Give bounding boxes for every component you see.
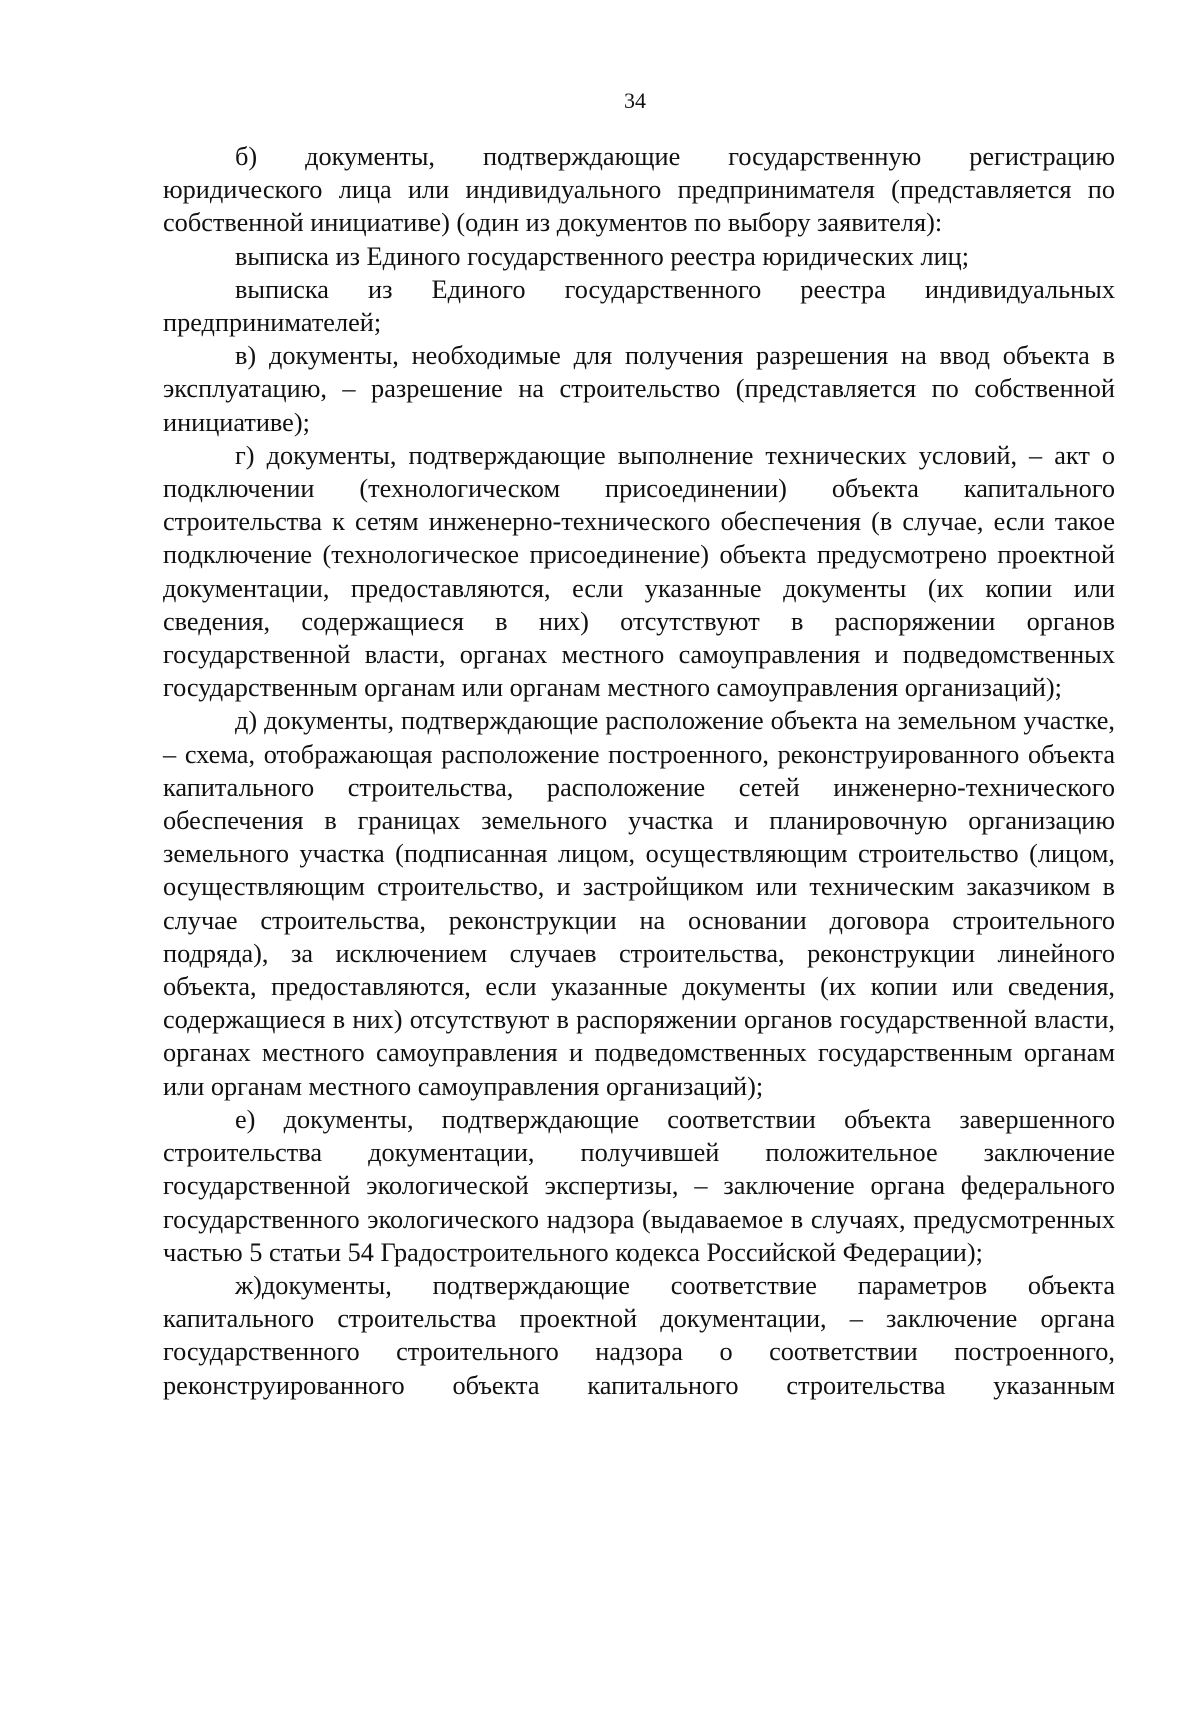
paragraph-e-ecological-expertise: е) документы, подтверждающие соответствии объекта завершенного строительства документации, получившей положительное заключение государственной экологической экспертизы, – заключение органа федерального государственного экологического надзора (выдаваемое в случаях, предусмотренных частью 5 статьи 54 Градостроительного кодекса Российской Федерации);	[163, 1104, 1115, 1267]
paragraph-b-registration-documents: б) документы, подтверждающие государственную регистрацию юридического лица или индивидуального предпринимателя (представляется по собственной инициативе) (один из документов по выбору заявителя):	[163, 142, 1115, 238]
paragraph-entrepreneurs-extract-continued: предпринимателей;	[163, 308, 382, 338]
paragraph-d-land-plot-scheme: д) документы, подтверждающие расположение объекта на земельном участке, – схема, отображающая расположение построенного, реконструированного объекта капитального строительства, расположение сетей инженерно-технического обеспечения в границах земельного участка и планировочную организацию земельного участка (подписанная лицом, осуществляющим строительство (лицом, осуществляющим строительство, и застройщиком или техническим заказчиком в случае строительства, реконструкции на основании договора строительного подряда), за исключением случаев строительства, реконструкции линейного объекта, предоставляются, если указанные документы (их копии или сведения, содержащиеся в них) отсутствуют в распоряжении органов государственной власти, органах местного самоуправления и подведомственных государственным органам или органам местного самоуправления организаций);	[163, 706, 1115, 1101]
page-number: 34	[624, 88, 646, 113]
paragraph-v-construction-permit: в) документы, необходимые для получения разрешения на ввод объекта в эксплуатацию, – разрешение на строительство (представляется по собственной инициативе);	[163, 341, 1115, 437]
paragraph-legal-entities-extract: выписка из Единого государственного реестра юридических лиц;	[235, 241, 970, 271]
document-body	[163, 140, 1115, 1402]
paragraph-entrepreneurs-extract: выписка из Единого государственного реестра индивидуальных	[235, 274, 1115, 304]
paragraph-zh-design-compliance: ж)документы, подтверждающие соответствие параметров объекта капитального строительства проектной документации, – заключение органа государственного строительного надзора о соответствии построенного, реконструированного объекта капитального строительства указанным	[163, 1270, 1115, 1400]
paragraph-g-technical-conditions: г) документы, подтверждающие выполнение технических условий, – акт о подключении (технологическом присоединении) объекта капитального строительства к сетям инженерно-технического обеспечения (в случае, если такое подключение (технологическое присоединение) объекта предусмотрено проектной документации, предоставляются, если указанные документы (их копии или сведения, содержащиеся в них) отсутствуют в распоряжении органов государственной власти, органах местного самоуправления и подведомственных государственным органам или органам местного самоуправления организаций);	[163, 440, 1115, 703]
